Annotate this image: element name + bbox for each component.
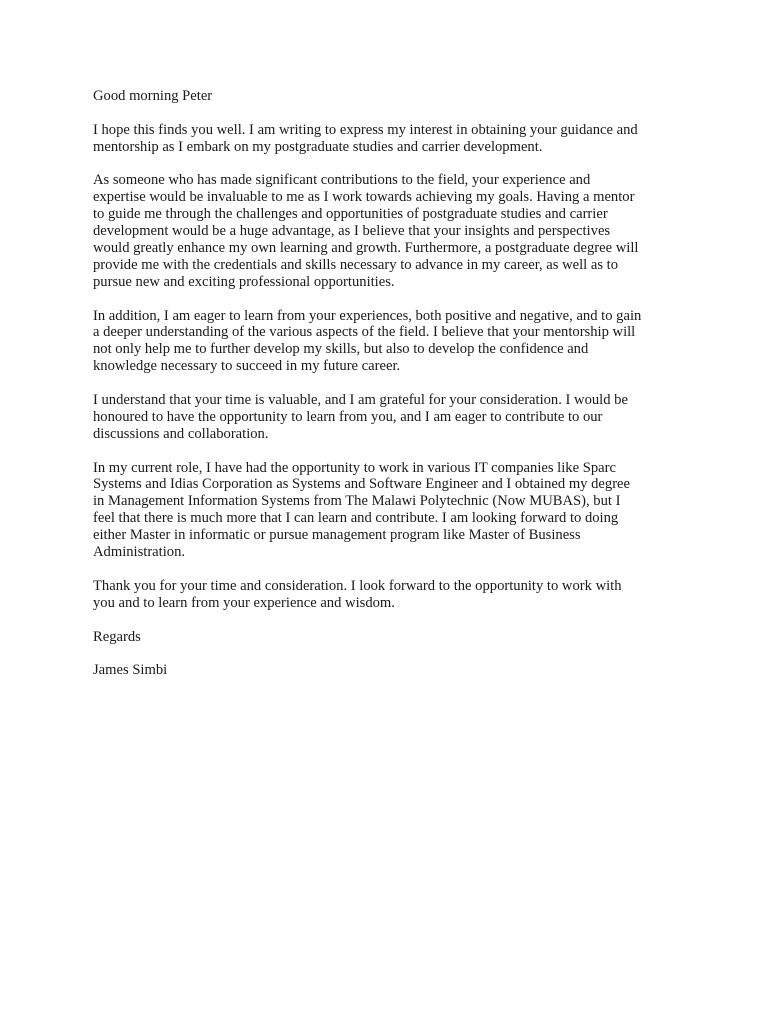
- text-line: either Master in informatic or pursue management program like Master of Business: [93, 527, 581, 544]
- paragraph-intro: [93, 122, 678, 156]
- text-line: to guide me through the challenges and opportunities of postgraduate studies and carrier: [93, 206, 608, 223]
- paragraph-learning: [93, 308, 678, 376]
- signature-name: James Simbi: [93, 662, 168, 679]
- text-line: mentorship as I embark on my postgraduate studies and carrier development.: [93, 138, 543, 155]
- text-line: As someone who has made significant contributions to the field, your experience and: [93, 172, 591, 189]
- text-line: I understand that your time is valuable, and I am grateful for your consideration. I would be: [93, 392, 628, 409]
- paragraph-current-role: [93, 460, 678, 561]
- text-line: I hope this finds you well. I am writing to express my interest in obtaining your guidance and: [93, 121, 638, 138]
- text-line: knowledge necessary to succeed in my future career.: [93, 358, 401, 375]
- text-line: feel that there is much more that I can learn and contribute. I am looking forward to doing: [93, 510, 619, 527]
- signature: [93, 662, 678, 679]
- paragraph-experience: [93, 172, 678, 290]
- text-line: expertise would be invaluable to me as I work towards achieving my goals. Having a mentor: [93, 189, 635, 206]
- paragraph-gratitude: [93, 392, 678, 443]
- text-line: would greatly enhance my own learning and growth. Furthermore, a postgraduate degree will: [93, 240, 639, 257]
- greeting-line: Good morning Peter: [93, 88, 213, 104]
- text-line: development would be a huge advantage, as I believe that your insights and perspectives: [93, 223, 611, 240]
- text-line: Thank you for your time and consideration. I look forward to the opportunity to work with: [93, 577, 622, 594]
- text-line: provide me with the credentials and skills necessary to advance in my career, as well as to: [93, 256, 619, 273]
- text-line: Administration.: [93, 544, 186, 561]
- text-line: In addition, I am eager to learn from your experiences, both positive and negative, and to gain: [93, 307, 642, 324]
- closing: [93, 629, 678, 646]
- text-line: not only help me to further develop my skills, but also to develop the confidence and: [93, 341, 589, 358]
- text-line: In my current role, I have had the opportunity to work in various IT companies like Sparc: [93, 459, 616, 476]
- text-line: honoured to have the opportunity to learn from you, and I am eager to contribute to our: [93, 408, 603, 425]
- text-line: you and to learn from your experience and wisdom.: [93, 594, 395, 611]
- text-line: in Management Information Systems from The Malawi Polytechnic (Now MUBAS), but I: [93, 493, 621, 510]
- text-line: a deeper understanding of the various aspects of the field. I believe that your mentorship will: [93, 324, 636, 341]
- text-line: discussions and collaboration.: [93, 425, 269, 442]
- greeting: [93, 88, 678, 105]
- closing-line: Regards: [93, 628, 141, 645]
- text-line: Systems and Idias Corporation as Systems and Software Engineer and I obtained my degree: [93, 476, 631, 493]
- letter-body: [93, 88, 678, 696]
- paragraph-thanks: [93, 578, 678, 612]
- text-line: pursue new and exciting professional opportunities.: [93, 273, 395, 290]
